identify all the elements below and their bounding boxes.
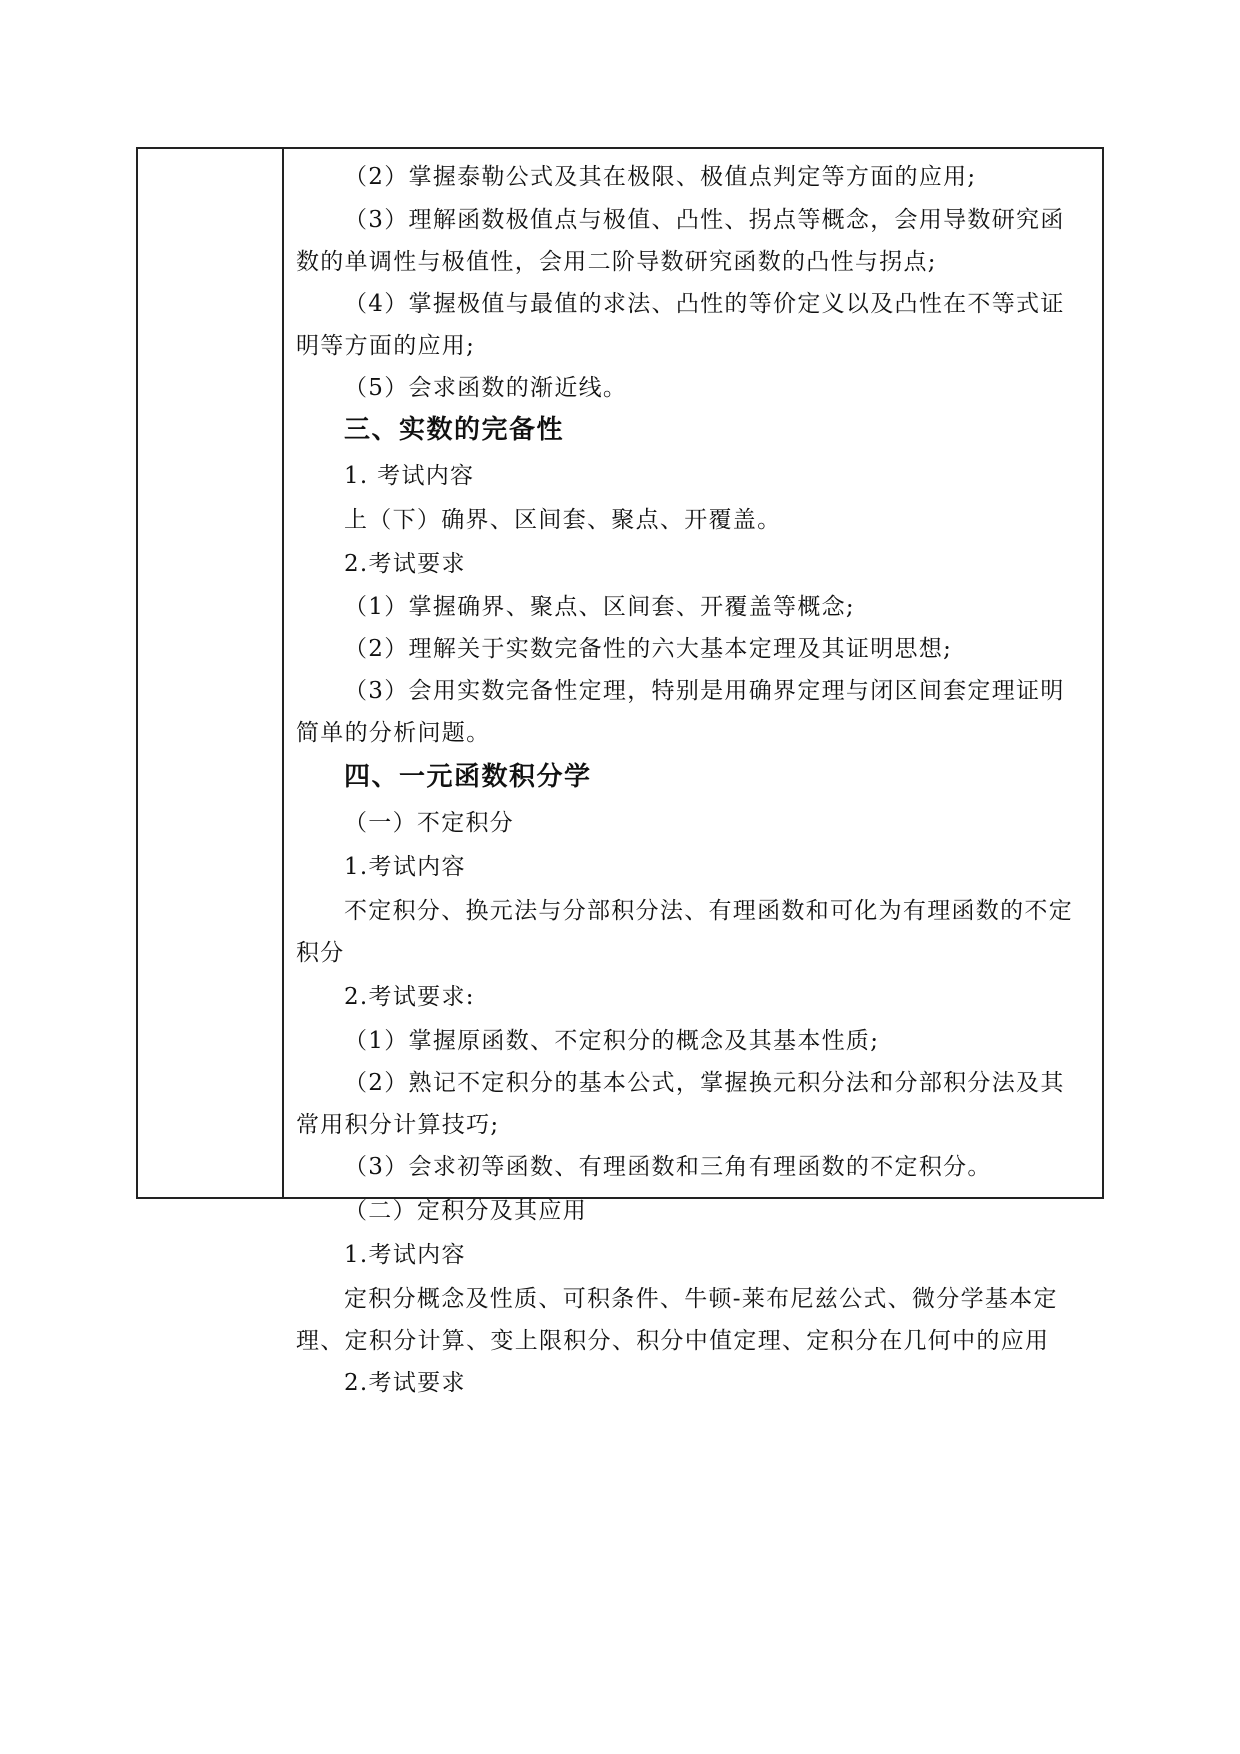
text-line: 明等方面的应用; bbox=[296, 333, 476, 359]
syllabus-table bbox=[136, 147, 1104, 1396]
text-line: 1.考试内容 bbox=[344, 1242, 466, 1268]
text-line: 1.考试内容 bbox=[344, 854, 466, 880]
text-line: 数的单调性与极值性，会用二阶导数研究函数的凸性与拐点; bbox=[296, 249, 937, 275]
text-line: （3）理解函数极值点与极值、凸性、拐点等概念，会用导数研究函 bbox=[344, 207, 1065, 233]
text-line: 上（下）确界、区间套、聚点、开覆盖。 bbox=[344, 507, 782, 533]
section-heading: 四、一元函数积分学 bbox=[344, 762, 592, 792]
text-line: 2.考试要求 bbox=[344, 551, 466, 577]
text-line: 简单的分析问题。 bbox=[296, 720, 491, 746]
table-left-column bbox=[138, 149, 284, 1197]
text-line: 定积分概念及性质、可积条件、牛顿-莱布尼兹公式、微分学基本定 bbox=[344, 1286, 1058, 1312]
text-line: （2）掌握泰勒公式及其在极限、极值点判定等方面的应用; bbox=[344, 164, 977, 190]
text-line: 2.考试要求 bbox=[344, 1370, 466, 1396]
text-line: （2）理解关于实数完备性的六大基本定理及其证明思想; bbox=[344, 636, 953, 662]
text-line: 理、定积分计算、变上限积分、积分中值定理、定积分在几何中的应用 bbox=[296, 1328, 1050, 1354]
text-line: 2.考试要求: bbox=[344, 984, 475, 1010]
text-line: （二）定积分及其应用 bbox=[344, 1198, 587, 1224]
table-content-cell bbox=[284, 149, 1102, 1396]
text-line: 积分 bbox=[296, 940, 345, 966]
section-heading: 三、实数的完备性 bbox=[344, 415, 565, 445]
text-line: （3）会用实数完备性定理，特别是用确界定理与闭区间套定理证明 bbox=[344, 678, 1065, 704]
text-line: （一）不定积分 bbox=[344, 810, 515, 836]
text-line: 1. 考试内容 bbox=[344, 463, 475, 489]
text-line: （2）熟记不定积分的基本公式，掌握换元积分法和分部积分法及其 bbox=[344, 1070, 1065, 1096]
text-line: （5）会求函数的渐近线。 bbox=[344, 375, 628, 401]
text-line: 不定积分、换元法与分部积分法、有理函数和可化为有理函数的不定 bbox=[344, 898, 1073, 924]
text-line: （3）会求初等函数、有理函数和三角有理函数的不定积分。 bbox=[344, 1154, 992, 1180]
text-line: （1）掌握原函数、不定积分的概念及其基本性质; bbox=[344, 1028, 880, 1054]
text-line: （4）掌握极值与最值的求法、凸性的等价定义以及凸性在不等式证 bbox=[344, 291, 1065, 317]
text-line: （1）掌握确界、聚点、区间套、开覆盖等概念; bbox=[344, 594, 855, 620]
text-line: 常用积分计算技巧; bbox=[296, 1112, 500, 1138]
